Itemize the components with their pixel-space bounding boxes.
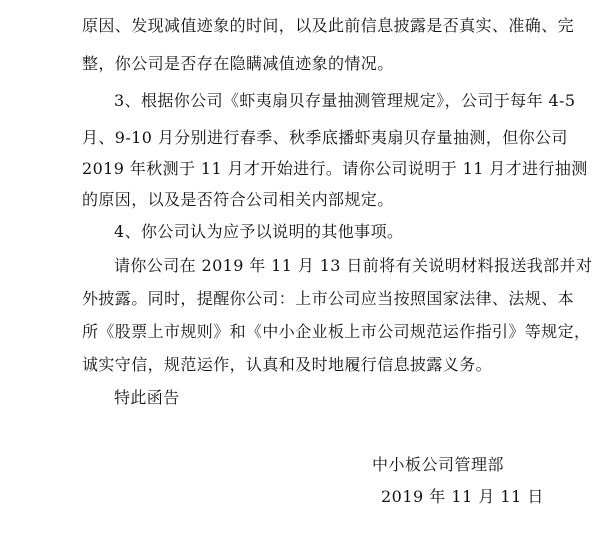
body-line: 整，你公司是否存在隐瞒减值迹象的情况。 bbox=[82, 54, 394, 73]
request-line: 请你公司在 2019 年 11 月 13 日前将有关说明材料报送我部并对 bbox=[114, 256, 593, 275]
request-line: 外披露。同时，提醒你公司：上市公司应当按照国家法律、法规、本 bbox=[82, 289, 575, 308]
item-3-line: 的原因，以及是否符合公司相关内部规定。 bbox=[82, 190, 394, 209]
request-line: 诚实守信，规范运作，认真和及时地履行信息披露义务。 bbox=[82, 355, 493, 374]
item-4-line: 4、你公司认为应予以说明的其他事项。 bbox=[114, 222, 404, 241]
signature-date: 2019 年 11 月 11 日 bbox=[381, 487, 544, 506]
item-3-line: 2019 年秋测于 11 月才开始进行。请你公司说明于 11 月才进行抽测 bbox=[82, 159, 588, 178]
item-3-line: 月、9-10 月分别进行春季、秋季底播虾夷扇贝存量抽测，但你公司 bbox=[82, 128, 568, 147]
body-line: 原因、发现减值迹象的时间，以及此前信息披露是否真实、准确、完 bbox=[82, 16, 575, 35]
signature-department: 中小板公司管理部 bbox=[372, 455, 505, 474]
item-3-line: 3、根据你公司《虾夷扇贝存量抽测管理规定》，公司于每年 4-5 bbox=[114, 91, 576, 110]
closing-text: 特此函告 bbox=[114, 388, 180, 407]
request-line: 所《股票上市规则》和《中小企业板上市公司规范运作指引》等规定， bbox=[82, 322, 591, 341]
